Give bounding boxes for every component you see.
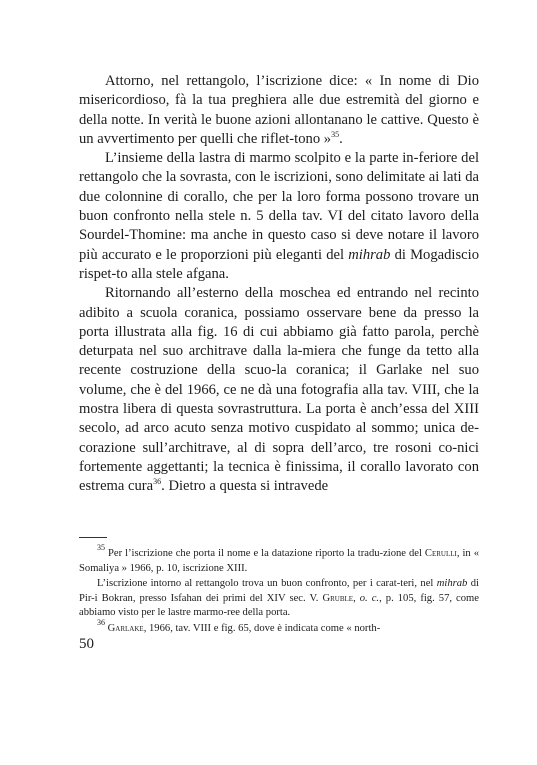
paragraph-1-tail: .	[339, 130, 343, 147]
footnote-separator	[79, 537, 107, 538]
paragraph-1	[79, 72, 479, 149]
footnote-35-author: Cerulli	[424, 548, 457, 559]
footnote-35b-oc: o. c.	[359, 592, 380, 604]
footnote-36-number: 36	[97, 617, 105, 627]
footnote-35	[79, 543, 479, 576]
footnote-ref-36[interactable]: 36	[153, 477, 162, 487]
paragraph-2-text-b: di Mogadiscio rispet-to alla stele afgana.	[79, 246, 479, 282]
footnote-36-text: , 1966, tav. VIII e fig. 65, dove è indicata come « north-	[143, 622, 381, 634]
paragraph-1-text: Attorno, nel rettangolo, l’iscrizione dice: « In nome di Dio misericordioso, fà la tua preghiera alle due estremità del giorno e della notte. In verità le buone azioni allontanano le cattive. Questo è un avvertimento per quelli che riflet-tono »	[79, 73, 479, 147]
paragraph-2-text-a: L’insieme della lastra di marmo scolpito e la parte in-feriore del rettangolo che la sovrasta, con le iscrizioni, sono delimitate ai lati da due colonnine di corallo, che per la loro forma possono trovare un buon confronto nella stele n. 5 della tav. VI del citato lavoro della Sourdel-Thomine: ma anche in questo caso si deve notare il lavoro più accurato e le proporzioni più eleganti del	[79, 150, 479, 263]
footnote-35b-author: Gruble	[322, 592, 354, 604]
footnote-35-continued	[79, 577, 479, 621]
paragraph-3-text-b: . Dietro a questa si intravede	[161, 478, 329, 495]
mihrab-term: mihrab	[348, 246, 391, 263]
footnote-35b-text-c: ,	[353, 592, 360, 604]
footnotes	[79, 543, 480, 638]
paragraph-3	[79, 284, 479, 496]
footnote-36	[79, 617, 479, 637]
paragraph-2	[79, 149, 479, 284]
footnote-ref-35[interactable]: 35	[331, 129, 340, 139]
footnote-35b-text-d: , p. 105, fig. 57, come abbiamo visto per le lastre marmo-ree della porta.	[79, 592, 480, 619]
footnote-35b-text-b: di Pir-i Bokran, presso Isfahan dei primi del XIV sec. V.	[79, 578, 479, 604]
footnote-35b-text-a: L’iscrizione intorno al rettangolo trova un buon confronto, per i carat-teri, nel	[97, 578, 437, 590]
body-text	[79, 72, 479, 497]
footnote-35-text-a: Per l’iscrizione che porta il nome e la datazione riporto la tradu-zione del	[105, 548, 425, 559]
page-number: 50	[79, 636, 94, 652]
footnote-35-number: 35	[97, 543, 105, 552]
footnote-35b-mihrab: mihrab	[436, 578, 468, 590]
paragraph-3-text-a: Ritornando all’esterno della moschea ed entrando nel recinto adibito a scuola coranica, possiamo osservare bene da presso la porta illustrata alla fig. 16 di cui abbiamo già fatto parola, perchè deturpata nel suo architrave dalla la-miera che funge da tetto alla recente costruzione della scuo-la coranica; il Garlake nel suo volume, che è del 1966, ce ne dà una fotografia alla tav. VIII, che la mostra libera di questa sovrastruttura. La porta è anch’essa del XIII secolo, ad arco acuto senza motivo cuspidato al sommo; unica de-corazione sull’architrave, al di sopra dell’arco, tre rosoni co-nici fortemente aggettanti; la tecnica è finissima, il corallo lavorato con estrema cura	[79, 285, 479, 495]
footnote-36-author: Garlake	[107, 622, 144, 634]
footnote-35-text-b: , in « Somaliya » 1966, p. 10, iscrizione XIII.	[79, 548, 479, 574]
